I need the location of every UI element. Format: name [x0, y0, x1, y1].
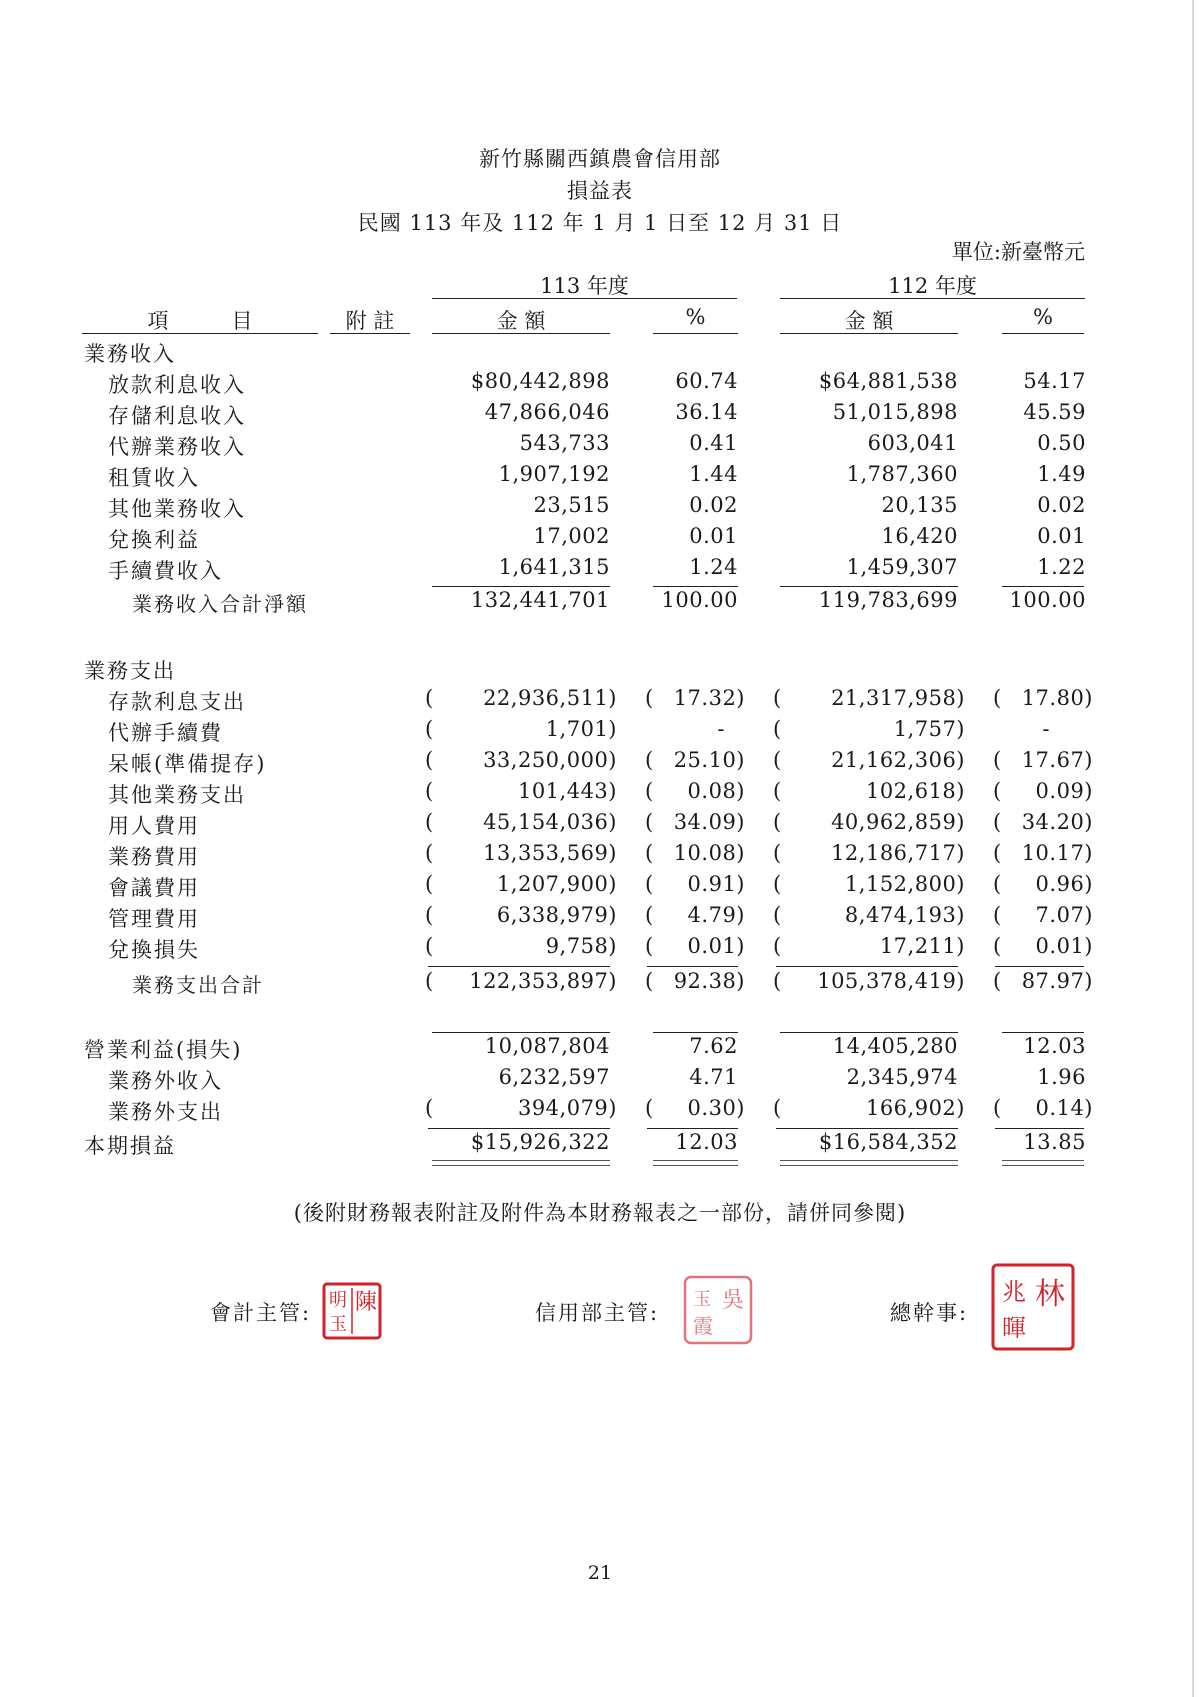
- col-note-header: 附 註: [345, 309, 395, 333]
- table-row: [0, 555, 1200, 586]
- amount-112: 16,420: [881, 524, 958, 548]
- table-row: [0, 841, 1200, 872]
- amount-112: 14,405,280: [832, 1034, 958, 1058]
- col-amount-113-rule: [432, 333, 610, 334]
- nonoperating-expense-row: [0, 1096, 1200, 1127]
- double-underline: [432, 1160, 610, 1166]
- percent-112: 1.49: [1037, 462, 1086, 486]
- col-percent-112-rule: [1002, 333, 1084, 334]
- amount-112: 1,459,307: [846, 555, 958, 579]
- nonoperating-income-row: [0, 1065, 1200, 1096]
- percent-113: 1.44: [689, 462, 738, 486]
- percent-113: 0.01): [687, 934, 745, 958]
- amount-112: 105,378,419): [817, 969, 965, 993]
- percent-112: 1.96: [1037, 1065, 1086, 1089]
- paren-open: (: [425, 1096, 434, 1120]
- expense-total-row: [0, 969, 1200, 1000]
- paren-open: (: [425, 686, 434, 710]
- amount-113: 1,641,315: [498, 555, 610, 579]
- percent-113: 10.08): [673, 841, 745, 865]
- sign-accounting-label: 會計主管:: [210, 1301, 312, 1325]
- percent-112: 12.03: [1023, 1034, 1086, 1058]
- subtotal-rule: [780, 1032, 958, 1033]
- table-row: [0, 934, 1200, 965]
- subtotal-rule: [995, 1128, 1084, 1129]
- amount-113: 1,701): [545, 717, 617, 741]
- section-label: 業務支出: [84, 659, 176, 683]
- paren-open: (: [773, 841, 782, 865]
- percent-112: 0.09): [1035, 779, 1093, 803]
- svg-text:吳: 吳: [721, 1288, 745, 1313]
- seal-accounting-icon: [322, 1282, 382, 1340]
- footnote: (後附財務報表附註及附件為本財務報表之一部份，請併同參閱): [293, 1201, 907, 1225]
- percent-112: 45.59: [1023, 400, 1086, 424]
- amount-112: 102,618): [865, 779, 965, 803]
- percent-112: 17.67): [1021, 748, 1093, 772]
- percent-112: 0.50: [1037, 431, 1086, 455]
- col-percent-113-header: %: [685, 305, 706, 329]
- paren-open: (: [773, 686, 782, 710]
- amount-113: 1,207,900): [496, 872, 617, 896]
- year-113-rule: [432, 298, 737, 299]
- paren-open: (: [645, 686, 654, 710]
- amount-112: 17,211): [879, 934, 965, 958]
- row-label: 代辦手續費: [108, 721, 223, 745]
- row-label: 呆帳(準備提存): [108, 752, 267, 776]
- year-113-header: 113 年度: [540, 274, 629, 298]
- paren-open: (: [645, 748, 654, 772]
- row-label: 其他業務收入: [108, 497, 246, 521]
- table-row: [0, 524, 1200, 555]
- col-amount-112-header: 金 額: [844, 309, 894, 333]
- subtotal-rule: [995, 966, 1084, 967]
- row-label: 手續費收入: [108, 559, 223, 583]
- seal-general-icon: [990, 1262, 1076, 1352]
- percent-112: 17.80): [1021, 686, 1093, 710]
- percent-112: 0.01): [1035, 934, 1093, 958]
- percent-113: 1.24: [689, 555, 738, 579]
- row-label: 營業利益(損失): [84, 1038, 243, 1062]
- amount-113: 543,733: [519, 431, 610, 455]
- paren-open: (: [773, 903, 782, 927]
- amount-113: 132,441,701: [470, 588, 610, 612]
- subtotal-rule: [780, 586, 958, 587]
- percent-113: 4.79): [687, 903, 745, 927]
- paren-open: (: [645, 969, 654, 993]
- row-label: 本期損益: [84, 1134, 176, 1158]
- table-row: [0, 462, 1200, 493]
- percent-113: 4.71: [689, 1065, 738, 1089]
- row-label: 存款利息支出: [108, 690, 246, 714]
- amount-112: 12,186,717): [831, 841, 965, 865]
- org-name: 新竹縣關西鎮農會信用部: [479, 147, 721, 171]
- paren-open: (: [993, 1096, 1002, 1120]
- paren-open: (: [425, 841, 434, 865]
- table-row: [0, 493, 1200, 524]
- paren-open: (: [993, 779, 1002, 803]
- percent-112: 54.17: [1023, 369, 1086, 393]
- amount-113: 45,154,036): [483, 810, 617, 834]
- paren-open: (: [773, 717, 782, 741]
- paren-open: (: [773, 934, 782, 958]
- svg-text:兆: 兆: [1002, 1278, 1026, 1306]
- paren-open: (: [993, 969, 1002, 993]
- row-label: 存儲利息收入: [108, 404, 246, 428]
- paren-open: (: [425, 934, 434, 958]
- percent-113: 92.38): [673, 969, 745, 993]
- percent-113: 0.41: [689, 431, 738, 455]
- percent-113: 12.03: [675, 1130, 738, 1154]
- row-label: 兌換利益: [108, 528, 200, 552]
- paren-open: (: [645, 1096, 654, 1120]
- table-row: [0, 400, 1200, 431]
- table-row: [0, 686, 1200, 717]
- row-label: 用人費用: [108, 814, 200, 838]
- amount-113: 17,002: [533, 524, 610, 548]
- paren-open: (: [773, 810, 782, 834]
- amount-113: 13,353,569): [483, 841, 617, 865]
- percent-113: 0.02: [689, 493, 738, 517]
- subtotal-rule: [428, 1128, 610, 1129]
- percent-112: 7.07): [1035, 903, 1093, 927]
- paren-open: (: [773, 779, 782, 803]
- col-percent-113-rule: [653, 333, 738, 334]
- percent-112: 100.00: [1009, 588, 1086, 612]
- row-label: 業務收入合計淨額: [132, 592, 308, 616]
- subtotal-rule: [653, 586, 738, 587]
- percent-113: 0.30): [687, 1096, 745, 1120]
- table-row: [0, 369, 1200, 400]
- paren-open: (: [993, 748, 1002, 772]
- amount-112: 21,317,958): [831, 686, 965, 710]
- svg-text:霞: 霞: [693, 1314, 713, 1338]
- percent-112: 34.20): [1021, 810, 1093, 834]
- percent-113: 0.08): [687, 779, 745, 803]
- amount-112: $64,881,538: [818, 369, 958, 393]
- year-112-header: 112 年度: [888, 274, 977, 298]
- subtotal-rule: [647, 1128, 738, 1129]
- section-revenue: [0, 338, 1200, 369]
- paren-open: (: [993, 686, 1002, 710]
- statement-title: 損益表: [567, 179, 633, 203]
- table-row: [0, 903, 1200, 934]
- subtotal-rule: [1002, 586, 1084, 587]
- amount-113: 394,079): [517, 1096, 617, 1120]
- amount-112: 51,015,898: [832, 400, 958, 424]
- paren-open: (: [645, 841, 654, 865]
- paren-open: (: [773, 1096, 782, 1120]
- amount-112: 8,474,193): [844, 903, 965, 927]
- amount-112: $16,584,352: [818, 1130, 958, 1154]
- paren-open: (: [773, 748, 782, 772]
- percent-113: 0.01: [689, 524, 738, 548]
- svg-text:林: 林: [1035, 1277, 1065, 1312]
- svg-text:玉: 玉: [329, 1314, 347, 1335]
- percent-113: -: [717, 717, 725, 741]
- amount-113: 22,936,511): [483, 686, 617, 710]
- subtotal-rule: [776, 966, 958, 967]
- percent-112: 0.14): [1035, 1096, 1093, 1120]
- statement-period: 民國 113 年及 112 年 1 月 1 日至 12 月 31 日: [357, 211, 843, 235]
- paren-open: (: [993, 903, 1002, 927]
- amount-112: 2,345,974: [846, 1065, 958, 1089]
- svg-text:暉: 暉: [1002, 1314, 1026, 1342]
- row-label: 管理費用: [108, 907, 200, 931]
- row-label: 業務支出合計: [132, 973, 264, 997]
- col-item-rule: [82, 333, 318, 334]
- amount-113: $15,926,322: [470, 1130, 610, 1154]
- paren-open: (: [773, 872, 782, 896]
- net-income-row: [0, 1130, 1200, 1161]
- year-112-rule: [780, 298, 1085, 299]
- seal-credit-icon: [683, 1275, 753, 1345]
- table-row: [0, 717, 1200, 748]
- paren-open: (: [425, 872, 434, 896]
- amount-113: 23,515: [533, 493, 610, 517]
- paren-open: (: [645, 903, 654, 927]
- scan-edge: [1192, 0, 1194, 1697]
- row-label: 業務外收入: [108, 1069, 223, 1093]
- paren-open: (: [993, 934, 1002, 958]
- percent-112: 1.22: [1037, 555, 1086, 579]
- percent-112: -: [1042, 717, 1050, 741]
- table-row: [0, 748, 1200, 779]
- col-amount-112-rule: [780, 333, 958, 334]
- amount-112: 119,783,699: [818, 588, 958, 612]
- amount-113: 101,443): [517, 779, 617, 803]
- double-underline: [1002, 1160, 1084, 1166]
- table-row: [0, 810, 1200, 841]
- subtotal-rule: [1002, 1032, 1084, 1033]
- row-label: 業務費用: [108, 845, 200, 869]
- row-label: 代辦業務收入: [108, 435, 246, 459]
- paren-open: (: [425, 810, 434, 834]
- amount-113: 33,250,000): [483, 748, 617, 772]
- percent-113: 100.00: [661, 588, 738, 612]
- table-row: [0, 431, 1200, 462]
- percent-113: 17.32): [673, 686, 745, 710]
- amount-113: $80,442,898: [470, 369, 610, 393]
- amount-112: 1,152,800): [844, 872, 965, 896]
- amount-112: 166,902): [865, 1096, 965, 1120]
- paren-open: (: [773, 969, 782, 993]
- double-underline: [780, 1160, 958, 1166]
- paren-open: (: [993, 810, 1002, 834]
- amount-112: 20,135: [881, 493, 958, 517]
- subtotal-rule: [776, 1128, 958, 1129]
- svg-text:陳: 陳: [354, 1290, 378, 1315]
- amount-112: 1,757): [893, 717, 965, 741]
- subtotal-rule: [432, 586, 610, 587]
- paren-open: (: [993, 872, 1002, 896]
- percent-112: 0.01: [1037, 524, 1086, 548]
- section-label: 業務收入: [84, 342, 176, 366]
- col-amount-113-header: 金 額: [496, 309, 546, 333]
- percent-112: 87.97): [1021, 969, 1093, 993]
- amount-112: 21,162,306): [831, 748, 965, 772]
- percent-113: 34.09): [673, 810, 745, 834]
- percent-112: 13.85: [1023, 1130, 1086, 1154]
- amount-112: 603,041: [867, 431, 958, 455]
- amount-113: 10,087,804: [484, 1034, 610, 1058]
- svg-text:明: 明: [329, 1290, 347, 1311]
- amount-113: 47,866,046: [484, 400, 610, 424]
- percent-113: 25.10): [673, 748, 745, 772]
- percent-113: 36.14: [675, 400, 738, 424]
- paren-open: (: [645, 779, 654, 803]
- table-row: [0, 872, 1200, 903]
- operating-income-row: [0, 1034, 1200, 1065]
- paren-open: (: [425, 903, 434, 927]
- paren-open: (: [993, 841, 1002, 865]
- amount-112: 1,787,360: [846, 462, 958, 486]
- paren-open: (: [645, 810, 654, 834]
- sign-credit-label: 信用部主管:: [535, 1301, 660, 1325]
- double-underline: [653, 1160, 738, 1166]
- amount-113: 9,758): [545, 934, 617, 958]
- revenue-total-row: [0, 588, 1200, 619]
- amount-113: 6,338,979): [496, 903, 617, 927]
- col-item-header: 項 目: [147, 309, 253, 333]
- row-label: 租賃收入: [108, 466, 200, 490]
- col-percent-112-header: %: [1033, 305, 1053, 329]
- percent-112: 0.96): [1035, 872, 1093, 896]
- subtotal-rule: [653, 1032, 738, 1033]
- sign-general-label: 總幹事:: [890, 1301, 969, 1325]
- percent-113: 0.91): [687, 872, 745, 896]
- section-expense: [0, 655, 1200, 686]
- row-label: 會議費用: [108, 876, 200, 900]
- paren-open: (: [425, 969, 434, 993]
- subtotal-rule: [432, 1032, 610, 1033]
- amount-113: 122,353,897): [469, 969, 617, 993]
- percent-112: 0.02: [1037, 493, 1086, 517]
- svg-text:玉: 玉: [693, 1289, 711, 1310]
- currency-unit: 單位:新臺幣元: [951, 240, 1085, 264]
- amount-113: 1,907,192: [498, 462, 610, 486]
- page-number: 21: [587, 1562, 613, 1584]
- paren-open: (: [425, 717, 434, 741]
- percent-113: 60.74: [675, 369, 738, 393]
- row-label: 放款利息收入: [108, 373, 246, 397]
- row-label: 兌換損失: [108, 938, 200, 962]
- amount-113: 6,232,597: [498, 1065, 610, 1089]
- percent-112: 10.17): [1021, 841, 1093, 865]
- row-label: 其他業務支出: [108, 783, 246, 807]
- row-label: 業務外支出: [108, 1100, 223, 1124]
- paren-open: (: [425, 748, 434, 772]
- paren-open: (: [425, 779, 434, 803]
- table-row: [0, 779, 1200, 810]
- subtotal-rule: [647, 966, 738, 967]
- percent-113: 7.62: [689, 1034, 738, 1058]
- col-note-rule: [330, 333, 410, 334]
- subtotal-rule: [428, 966, 610, 967]
- paren-open: (: [645, 934, 654, 958]
- paren-open: (: [645, 872, 654, 896]
- amount-112: 40,962,859): [831, 810, 965, 834]
